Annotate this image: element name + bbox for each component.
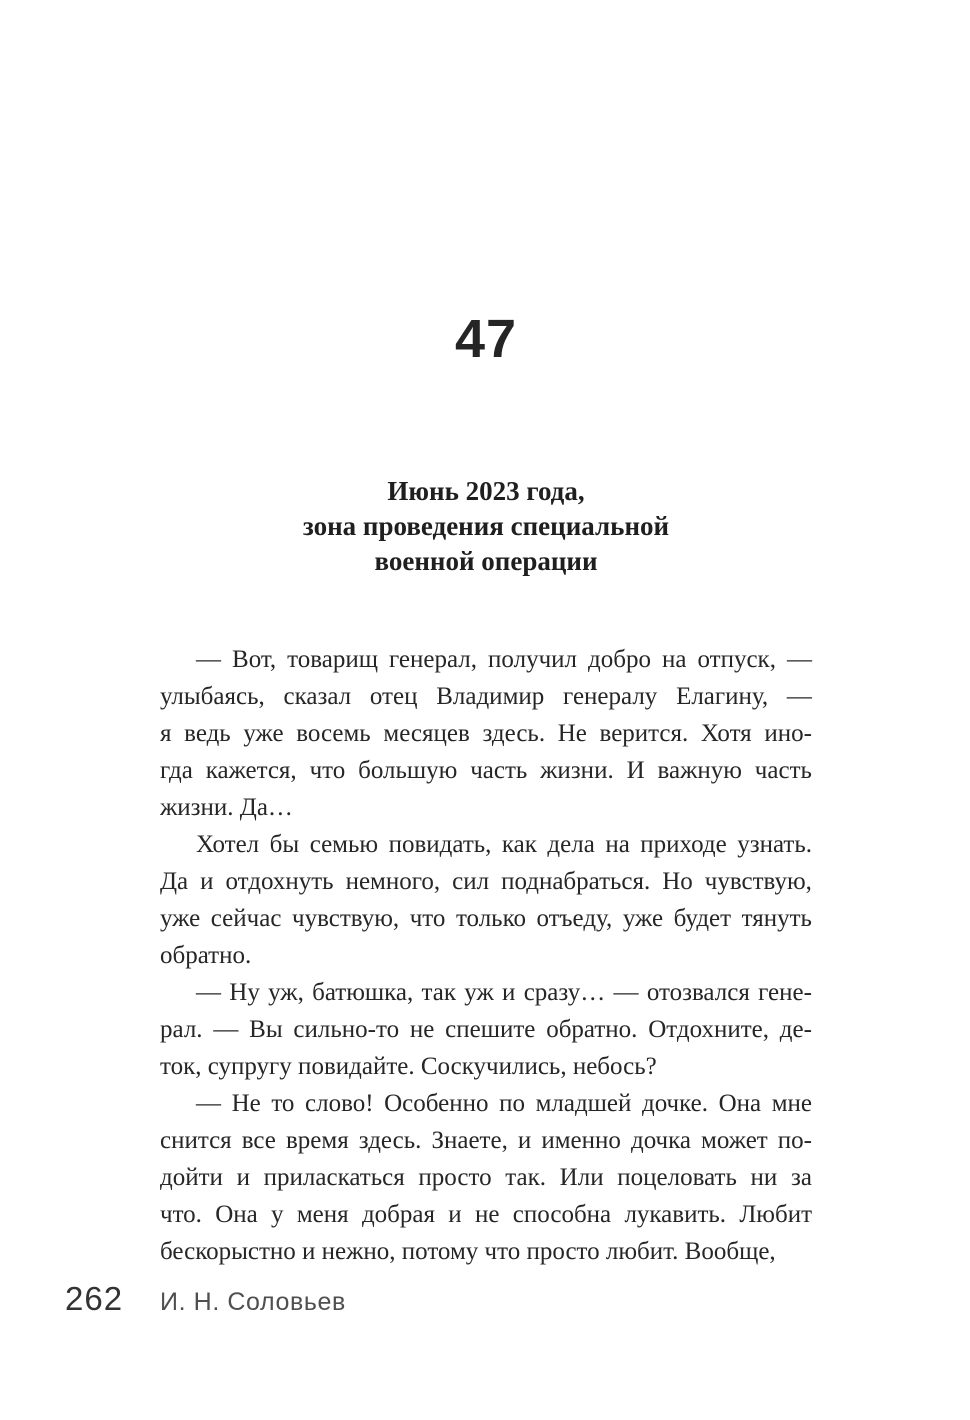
text-line: уже сейчас чувствую, что только отъеду, уже будет тянуть: [160, 905, 812, 932]
chapter-number: 47: [454, 309, 518, 369]
heading-line: Июнь 2023 года,: [387, 476, 585, 506]
text-line: Хотел бы семью повидать, как дела на приходе узнать.: [196, 831, 812, 858]
text-line: снится все время здесь. Знаете, и именно дочка может по-: [160, 1127, 812, 1154]
text-line: Да и отдохнуть немного, сил поднабраться. Но чувствую,: [160, 868, 812, 895]
paragraph: [160, 1085, 812, 1270]
section-heading: [160, 474, 812, 579]
text-line: я ведь уже восемь месяцев здесь. Не верится. Хотя ино-: [160, 720, 812, 747]
text-line: — Вот, товарищ генерал, получил добро на отпуск, —: [196, 646, 812, 673]
heading-line: военной операции: [374, 546, 598, 576]
page-number: 262: [65, 1280, 124, 1317]
text-line: жизни. Да…: [160, 794, 293, 821]
text-line: — Не то слово! Особенно по младшей дочке. Она мне: [196, 1090, 812, 1117]
heading-line: зона проведения специальной: [302, 511, 670, 541]
running-author: И. Н. Соловьев: [160, 1288, 346, 1316]
text-line: улыбаясь, сказал отец Владимир генералу Елагину, —: [160, 683, 812, 710]
text-line: обратно.: [160, 942, 252, 969]
text-line: — Ну уж, батюшка, так уж и сразу… — отозвался гене-: [196, 979, 812, 1006]
paragraph: [160, 641, 812, 826]
text-line: бескорыстно и нежно, потому что просто любит. Вообще,: [160, 1238, 776, 1265]
text-line: ток, супругу повидайте. Соскучились, небось?: [160, 1053, 657, 1080]
text-line: гда кажется, что большую часть жизни. И важную часть: [160, 757, 812, 784]
text-line: дойти и приласкаться просто так. Или поцеловать ни за: [160, 1164, 812, 1191]
paragraph: [160, 974, 812, 1085]
paragraph: [160, 826, 812, 974]
text-line: что. Она у меня добрая и не способна лукавить. Любит: [160, 1201, 812, 1228]
page-footer: [65, 1280, 346, 1318]
text-line: рал. — Вы сильно-то не спешите обратно. Отдохните, де-: [160, 1016, 812, 1043]
body-text: [160, 641, 812, 1270]
